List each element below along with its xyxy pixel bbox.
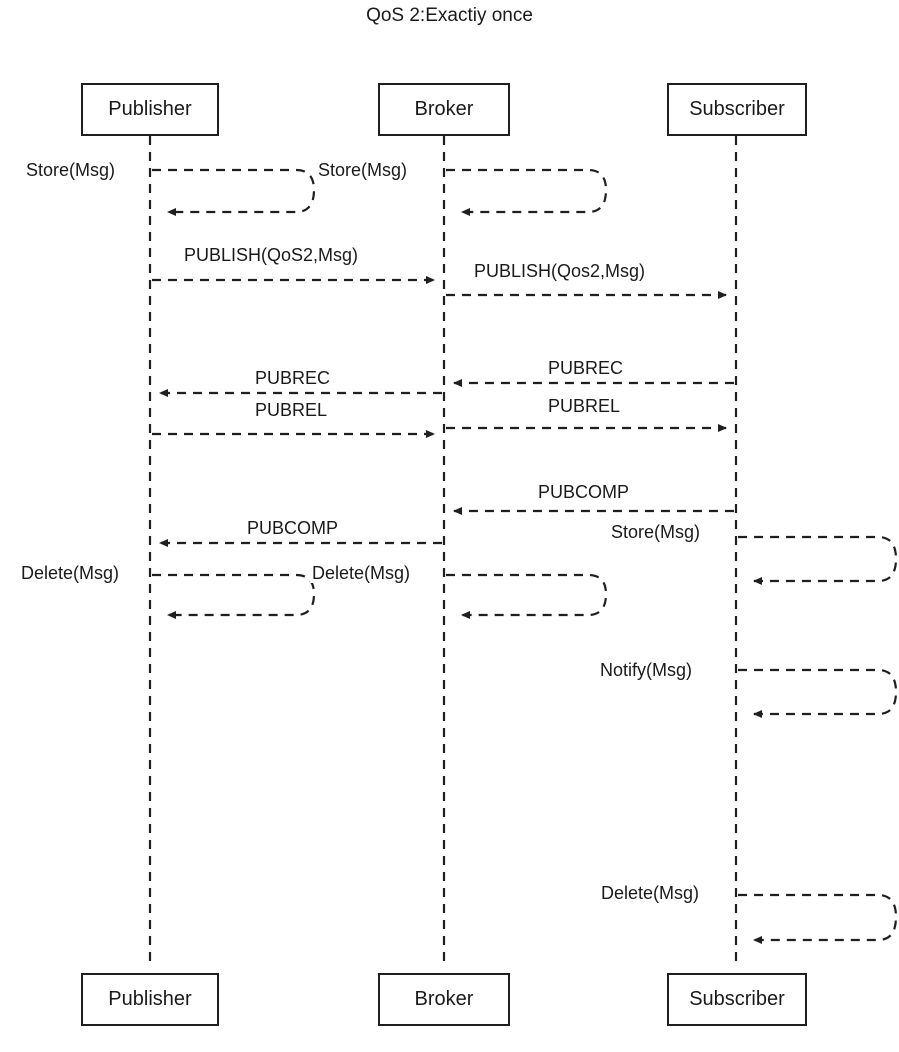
self-arrow-publisher-delete — [152, 575, 314, 615]
message-label-pubrel-broker-subscriber: PUBREL — [548, 396, 621, 416]
message-label-pubrel-publisher-broker: PUBREL — [255, 400, 328, 420]
message-label-store-msg-broker: Store(Msg) — [318, 160, 408, 180]
message-label-pubrec-subscriber-broker: PUBREC — [548, 358, 624, 378]
message-label-pubcomp-subscriber-broker: PUBCOMP — [538, 482, 630, 502]
participant-box-subscriber-bottom[interactable] — [667, 973, 807, 1026]
self-arrow-subscriber-notify — [738, 670, 896, 714]
message-label-store-msg-subscriber: Store(Msg) — [611, 522, 701, 542]
participant-box-broker-bottom[interactable] — [378, 973, 510, 1026]
self-arrow-publisher-store — [152, 170, 314, 212]
self-arrow-subscriber-store — [738, 537, 896, 581]
message-label-store-msg-publisher: Store(Msg) — [26, 160, 116, 180]
participant-box-subscriber-top[interactable] — [667, 83, 807, 136]
message-label-delete-msg-publisher: Delete(Msg) — [21, 563, 120, 583]
self-arrow-broker-store — [446, 170, 606, 212]
message-label-pubcomp-broker-publisher: PUBCOMP — [247, 518, 339, 538]
participant-label: Publisher — [108, 98, 192, 120]
diagram-title: QoS 2:Exactiy once — [366, 5, 533, 26]
self-arrow-subscriber-delete — [738, 895, 896, 940]
participant-label: Broker — [414, 98, 474, 120]
self-arrow-broker-delete — [446, 575, 606, 615]
message-label-delete-msg-broker: Delete(Msg) — [312, 563, 411, 583]
participant-label: Subscriber — [689, 98, 785, 120]
participant-box-publisher-top[interactable] — [81, 83, 219, 136]
message-label-delete-msg-subscriber: Delete(Msg) — [601, 883, 700, 903]
participant-label: Publisher — [108, 988, 192, 1010]
participant-label: Subscriber — [689, 988, 785, 1010]
message-label-publish-publisher-broker: PUBLISH(QoS2,Msg) — [184, 245, 359, 265]
participant-label: Broker — [414, 988, 474, 1010]
message-label-notify-msg-subscriber: Notify(Msg) — [600, 660, 693, 680]
message-label-publish-broker-subscriber: PUBLISH(Qos2,Msg) — [474, 261, 646, 281]
participant-box-publisher-bottom[interactable] — [81, 973, 219, 1026]
message-label-pubrec-broker-publisher: PUBREC — [255, 368, 331, 388]
participant-box-broker-top[interactable] — [378, 83, 510, 136]
